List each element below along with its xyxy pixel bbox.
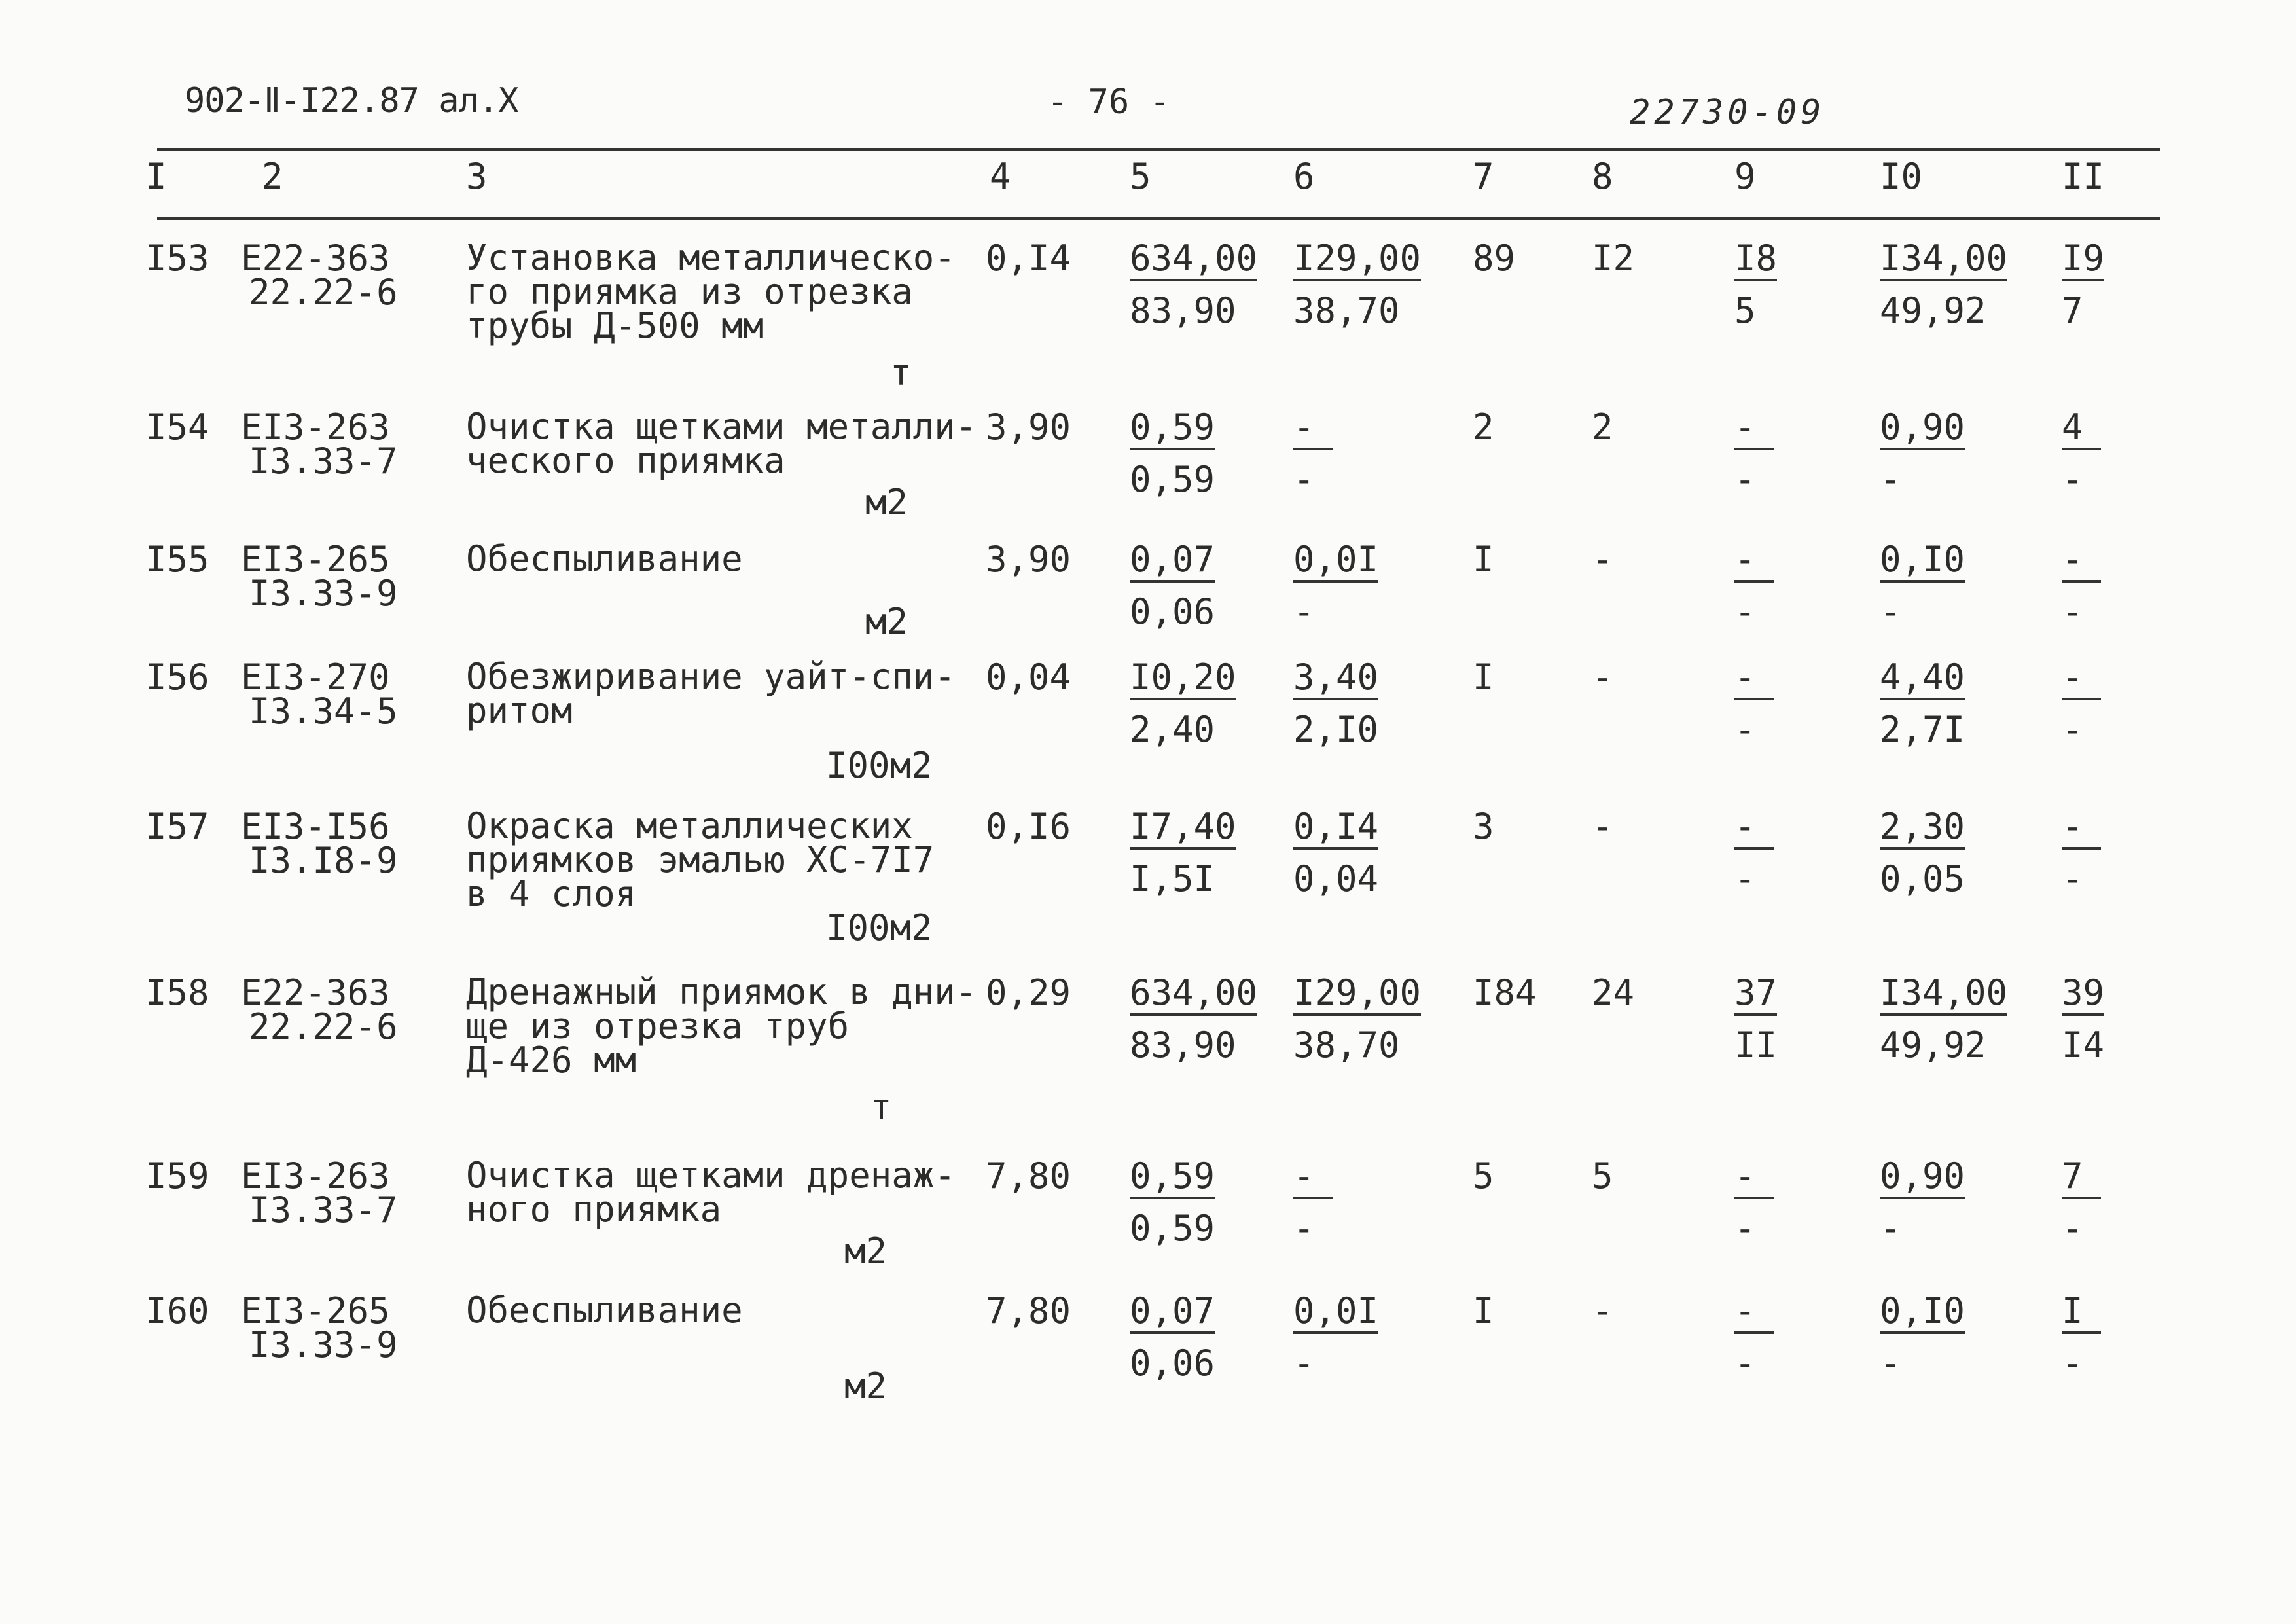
labor-unit-numerator: 2,30	[1880, 809, 1965, 850]
labor-total	[2062, 1290, 2101, 1384]
quantity: 3,90	[986, 539, 1071, 580]
cost-machines-numerator: 0,0I	[1293, 542, 1378, 583]
machine-cost	[1734, 806, 1774, 899]
cost-total	[1130, 657, 1236, 750]
col-header-9: 9	[1734, 156, 1756, 197]
quantity: 0,29	[986, 972, 1071, 1013]
machine-cost	[1734, 972, 1778, 1066]
wages: -	[1592, 806, 1613, 847]
machine-cost-numerator: -	[1734, 660, 1774, 700]
cost-total-denominator: 2,40	[1130, 709, 1215, 750]
cost-total	[1130, 238, 1258, 331]
norm-code-sub: I3.I8-9	[249, 840, 398, 881]
item-number: I59	[145, 1155, 209, 1197]
cost-total	[1130, 406, 1215, 500]
item-number: I58	[145, 972, 209, 1013]
wages: 2	[1592, 406, 1613, 448]
col-header-6: 6	[1293, 156, 1315, 197]
norm-code-sub: 22.22-6	[249, 272, 398, 313]
col-header-4: 4	[990, 156, 1011, 197]
cost-total-denominator: 83,90	[1130, 290, 1236, 331]
item-number: I53	[145, 238, 209, 279]
work-description: Окраска металлических приямков эмалью ХС-7I7 в 4 слоя	[466, 805, 935, 914]
labor-unit	[1880, 238, 2008, 331]
norm-code: ЕI3-263	[241, 1155, 390, 1197]
labor-total-denominator: -	[2062, 709, 2083, 750]
unit-of-measure: м2	[844, 1231, 888, 1272]
total-cost: I84	[1473, 972, 1537, 1013]
machine-cost-denominator: -	[1734, 858, 1756, 899]
labor-total-denominator: -	[2062, 858, 2083, 899]
labor-unit-numerator: I34,00	[1880, 975, 2007, 1016]
norm-code: Е22-363	[241, 238, 390, 279]
labor-unit-numerator: I34,00	[1880, 241, 2007, 281]
wages: -	[1592, 1290, 1613, 1331]
header-top-rule	[157, 148, 2160, 151]
cost-total-numerator: I0,20	[1130, 660, 1236, 700]
machine-cost-denominator: -	[1734, 459, 1756, 500]
wages: 5	[1592, 1155, 1613, 1197]
cost-machines-denominator: 38,70	[1293, 290, 1400, 331]
cost-total	[1130, 1290, 1215, 1384]
unit-of-measure: м2	[865, 601, 908, 642]
labor-unit-numerator: 0,90	[1880, 1159, 1965, 1199]
total-cost: I	[1473, 657, 1494, 698]
col-header-1: I	[145, 156, 167, 197]
cost-total	[1130, 1155, 1215, 1249]
labor-unit	[1880, 1155, 1965, 1249]
cost-machines-denominator: -	[1293, 591, 1315, 632]
labor-unit	[1880, 1290, 1965, 1384]
cost-total-numerator: 0,07	[1130, 542, 1215, 583]
cost-machines	[1293, 657, 1379, 750]
labor-unit	[1880, 406, 1965, 500]
norm-code-sub: I3.34-5	[249, 691, 398, 732]
labor-unit	[1880, 657, 1965, 750]
labor-total	[2062, 238, 2105, 331]
total-cost: 5	[1473, 1155, 1494, 1197]
labor-unit	[1880, 806, 1965, 899]
cost-total	[1130, 806, 1236, 899]
cost-machines-denominator: 0,04	[1293, 858, 1379, 899]
labor-total-denominator: I4	[2062, 1024, 2105, 1066]
page-number: - 76 -	[1047, 82, 1170, 122]
machine-cost	[1734, 539, 1774, 632]
quantity: 3,90	[986, 406, 1071, 448]
work-description: Установка металлическо- го приямка из отрезка трубы Д-500 мм	[466, 237, 956, 346]
machine-cost-numerator: -	[1734, 1293, 1774, 1334]
cost-total-numerator: 0,07	[1130, 1293, 1215, 1334]
unit-of-measure: т	[870, 1087, 892, 1128]
labor-unit-denominator: 49,92	[1880, 290, 1986, 331]
labor-unit-denominator: 2,7I	[1880, 709, 1965, 750]
labor-unit-denominator: -	[1880, 1208, 1901, 1249]
total-cost: I	[1473, 539, 1494, 580]
cost-machines-numerator: I29,00	[1293, 975, 1421, 1016]
machine-cost-denominator: -	[1734, 1208, 1756, 1249]
col-header-3: 3	[466, 156, 488, 197]
item-number: I57	[145, 806, 209, 847]
labor-total-denominator: -	[2062, 591, 2083, 632]
quantity: 7,80	[986, 1290, 1071, 1331]
wages: -	[1592, 657, 1613, 698]
work-description: Очистка щетками дренаж- ного приямка	[466, 1155, 956, 1230]
labor-total-numerator: -	[2062, 542, 2101, 583]
cost-total-denominator: I,5I	[1130, 858, 1215, 899]
work-description: Очистка щетками металли- ческого приямка	[466, 406, 977, 481]
quantity: 0,04	[986, 657, 1071, 698]
total-cost: I	[1473, 1290, 1494, 1331]
document-number: 22730-09	[1630, 93, 1825, 132]
machine-cost-denominator: -	[1734, 709, 1756, 750]
labor-unit-denominator: -	[1880, 1343, 1901, 1384]
labor-total	[2062, 406, 2101, 500]
quantity: 0,I4	[986, 238, 1071, 279]
cost-total-numerator: 634,00	[1130, 975, 1257, 1016]
labor-total-numerator: I	[2062, 1293, 2101, 1334]
labor-total-denominator: -	[2062, 459, 2083, 500]
header-bottom-rule	[157, 217, 2160, 220]
machine-cost	[1734, 657, 1774, 750]
cost-machines-numerator: 0,I4	[1293, 809, 1378, 850]
total-cost: 2	[1473, 406, 1494, 448]
cost-total-denominator: 0,06	[1130, 1343, 1215, 1384]
unit-of-measure: I00м2	[826, 745, 933, 786]
norm-code-sub: I3.33-7	[249, 1189, 398, 1231]
total-cost: 89	[1473, 238, 1516, 279]
machine-cost-denominator: -	[1734, 1343, 1756, 1384]
item-number: I60	[145, 1290, 209, 1331]
norm-code-sub: 22.22-6	[249, 1006, 398, 1047]
labor-unit-numerator: 0,I0	[1880, 1293, 1965, 1334]
cost-machines	[1293, 1155, 1333, 1249]
wages: I2	[1592, 238, 1635, 279]
machine-cost-numerator: I8	[1734, 241, 1777, 281]
cost-total	[1130, 539, 1215, 632]
labor-total	[2062, 806, 2101, 899]
cost-machines-denominator: -	[1293, 1208, 1315, 1249]
cost-total-numerator: 0,59	[1130, 410, 1215, 450]
col-header-7: 7	[1473, 156, 1494, 197]
quantity: 7,80	[986, 1155, 1071, 1197]
cost-total-numerator: 634,00	[1130, 241, 1257, 281]
norm-code-sub: I3.33-7	[249, 441, 398, 482]
cost-total-denominator: 83,90	[1130, 1024, 1236, 1066]
labor-total-denominator: -	[2062, 1208, 2083, 1249]
machine-cost-numerator: -	[1734, 809, 1774, 850]
norm-code: ЕI3-I56	[241, 806, 390, 847]
labor-total-numerator: 7	[2062, 1159, 2101, 1199]
wages: 24	[1592, 972, 1635, 1013]
col-header-10: I0	[1880, 156, 1923, 197]
labor-total-numerator: -	[2062, 809, 2101, 850]
total-cost: 3	[1473, 806, 1494, 847]
cost-machines-numerator: 3,40	[1293, 660, 1378, 700]
work-description: Обеспыливание	[466, 1290, 743, 1331]
labor-unit-denominator: -	[1880, 591, 1901, 632]
labor-unit-denominator: 49,92	[1880, 1024, 1986, 1066]
col-header-5: 5	[1130, 156, 1151, 197]
machine-cost	[1734, 1290, 1774, 1384]
machine-cost-denominator: II	[1734, 1024, 1778, 1066]
item-number: I55	[145, 539, 209, 580]
norm-code: ЕI3-270	[241, 657, 390, 698]
norm-code: ЕI3-263	[241, 406, 390, 448]
machine-cost-numerator: -	[1734, 410, 1774, 450]
labor-unit-numerator: 4,40	[1880, 660, 1965, 700]
cost-machines-denominator: 2,I0	[1293, 709, 1379, 750]
cost-machines	[1293, 1290, 1379, 1384]
cost-machines-numerator: -	[1293, 1159, 1333, 1199]
work-description: Обеспыливание	[466, 538, 743, 579]
labor-unit-numerator: 0,90	[1880, 410, 1965, 450]
labor-total	[2062, 657, 2101, 750]
labor-unit-denominator: 0,05	[1880, 858, 1965, 899]
labor-total-numerator: 4	[2062, 410, 2101, 450]
machine-cost-denominator: 5	[1734, 290, 1756, 331]
machine-cost	[1734, 1155, 1774, 1249]
labor-total-numerator: I9	[2062, 241, 2104, 281]
work-description: Обезжиривание уайт-спи- ритом	[466, 656, 956, 731]
labor-unit-numerator: 0,I0	[1880, 542, 1965, 583]
cost-machines-numerator: I29,00	[1293, 241, 1421, 281]
machine-cost-numerator: -	[1734, 1159, 1774, 1199]
labor-total-numerator: -	[2062, 660, 2101, 700]
col-header-11: II	[2062, 156, 2105, 197]
cost-machines-numerator: -	[1293, 410, 1333, 450]
cost-machines	[1293, 238, 1422, 331]
labor-total	[2062, 539, 2101, 632]
cost-machines-denominator: -	[1293, 459, 1315, 500]
labor-total-denominator: 7	[2062, 290, 2083, 331]
item-number: I54	[145, 406, 209, 448]
machine-cost	[1734, 406, 1774, 500]
machine-cost-numerator: -	[1734, 542, 1774, 583]
cost-machines	[1293, 806, 1379, 899]
norm-code-sub: I3.33-9	[249, 1324, 398, 1365]
labor-total-numerator: 39	[2062, 975, 2104, 1016]
col-header-2: 2	[262, 156, 283, 197]
cost-machines-denominator: -	[1293, 1343, 1315, 1384]
unit-of-measure: м2	[844, 1365, 888, 1407]
item-number: I56	[145, 657, 209, 698]
labor-unit	[1880, 539, 1965, 632]
cost-total-denominator: 0,59	[1130, 459, 1215, 500]
labor-total-denominator: -	[2062, 1343, 2083, 1384]
document-code: 902-Ⅱ-I22.87 ал.X	[185, 81, 518, 120]
cost-machines	[1293, 972, 1422, 1066]
cost-total	[1130, 972, 1258, 1066]
norm-code-sub: I3.33-9	[249, 573, 398, 614]
work-description: Дренажный приямок в дни- ще из отрезка труб Д-426 мм	[466, 971, 977, 1081]
unit-of-measure: I00м2	[826, 907, 933, 948]
unit-of-measure: м2	[865, 482, 908, 523]
labor-total	[2062, 972, 2105, 1066]
machine-cost-denominator: -	[1734, 591, 1756, 632]
norm-code: ЕI3-265	[241, 1290, 390, 1331]
cost-total-denominator: 0,06	[1130, 591, 1215, 632]
labor-unit	[1880, 972, 2008, 1066]
labor-total	[2062, 1155, 2101, 1249]
quantity: 0,I6	[986, 806, 1071, 847]
machine-cost	[1734, 238, 1778, 331]
cost-total-denominator: 0,59	[1130, 1208, 1215, 1249]
labor-unit-denominator: -	[1880, 459, 1901, 500]
machine-cost-numerator: 37	[1734, 975, 1777, 1016]
cost-machines-numerator: 0,0I	[1293, 1293, 1378, 1334]
norm-code: ЕI3-265	[241, 539, 390, 580]
cost-total-numerator: 0,59	[1130, 1159, 1215, 1199]
wages: -	[1592, 539, 1613, 580]
cost-machines	[1293, 539, 1379, 632]
cost-machines-denominator: 38,70	[1293, 1024, 1400, 1066]
unit-of-measure: т	[890, 352, 912, 393]
cost-machines	[1293, 406, 1333, 500]
norm-code: Е22-363	[241, 972, 390, 1013]
col-header-8: 8	[1592, 156, 1613, 197]
cost-total-numerator: I7,40	[1130, 809, 1236, 850]
